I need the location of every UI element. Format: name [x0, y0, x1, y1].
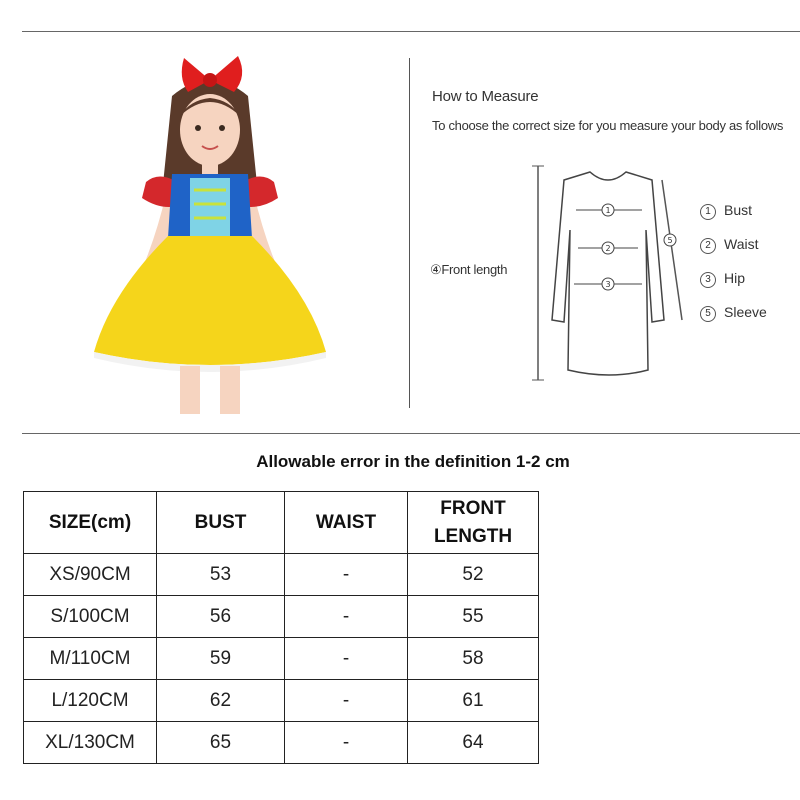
legend-num: 2 — [700, 238, 716, 254]
legend-num: 1 — [700, 204, 716, 220]
cell-bust: 53 — [157, 554, 285, 596]
legend-bust — [700, 202, 752, 220]
svg-text:3: 3 — [605, 280, 611, 289]
measure-subtitle: To choose the correct size for you measure your body as follows — [432, 118, 784, 133]
cell-size: XL/130CM — [24, 722, 157, 764]
cell-bust: 65 — [157, 722, 285, 764]
cell-waist: - — [285, 722, 408, 764]
legend-label: Bust — [724, 202, 753, 218]
cell-front-length: 64 — [408, 722, 539, 764]
front-length-label: ④Front length — [430, 262, 508, 277]
cell-size: S/100CM — [24, 596, 157, 638]
legend-label: Waist — [724, 236, 759, 252]
cell-waist: - — [285, 554, 408, 596]
cell-waist: - — [285, 680, 408, 722]
table-row — [24, 722, 539, 764]
product-photo — [80, 44, 340, 420]
panel-divider — [409, 58, 410, 408]
legend-num: 3 — [700, 272, 716, 288]
svg-text:2: 2 — [605, 244, 611, 253]
cell-front-length: 55 — [408, 596, 539, 638]
header-front-length: FRONT LENGTH — [408, 492, 539, 554]
measure-title: How to Measure — [432, 88, 539, 105]
top-divider — [22, 31, 800, 32]
legend-sleeve — [700, 304, 767, 322]
svg-text:1: 1 — [605, 206, 611, 215]
cell-front-length: 52 — [408, 554, 539, 596]
legend-hip — [700, 270, 745, 288]
cell-waist: - — [285, 638, 408, 680]
size-table — [23, 491, 539, 764]
cell-size: XS/90CM — [24, 554, 157, 596]
svg-text:5: 5 — [667, 236, 673, 245]
cell-waist: - — [285, 596, 408, 638]
legend-label: Sleeve — [724, 304, 767, 320]
cell-size: M/110CM — [24, 638, 157, 680]
table-row — [24, 554, 539, 596]
table-row — [24, 638, 539, 680]
cell-front-length: 58 — [408, 638, 539, 680]
middle-divider — [22, 433, 800, 434]
legend-waist — [700, 236, 758, 254]
legend-num: 5 — [700, 306, 716, 322]
table-header-row — [24, 492, 539, 554]
cell-bust: 56 — [157, 596, 285, 638]
header-size: SIZE(cm) — [24, 492, 157, 554]
header-bust: BUST — [157, 492, 285, 554]
cell-bust: 62 — [157, 680, 285, 722]
cell-front-length: 61 — [408, 680, 539, 722]
table-row — [24, 596, 539, 638]
tolerance-caption: Allowable error in the definition 1-2 cm — [256, 452, 570, 471]
cell-bust: 59 — [157, 638, 285, 680]
header-waist: WAIST — [285, 492, 408, 554]
legend-label: Hip — [724, 270, 746, 286]
table-row — [24, 680, 539, 722]
cell-size: L/120CM — [24, 680, 157, 722]
